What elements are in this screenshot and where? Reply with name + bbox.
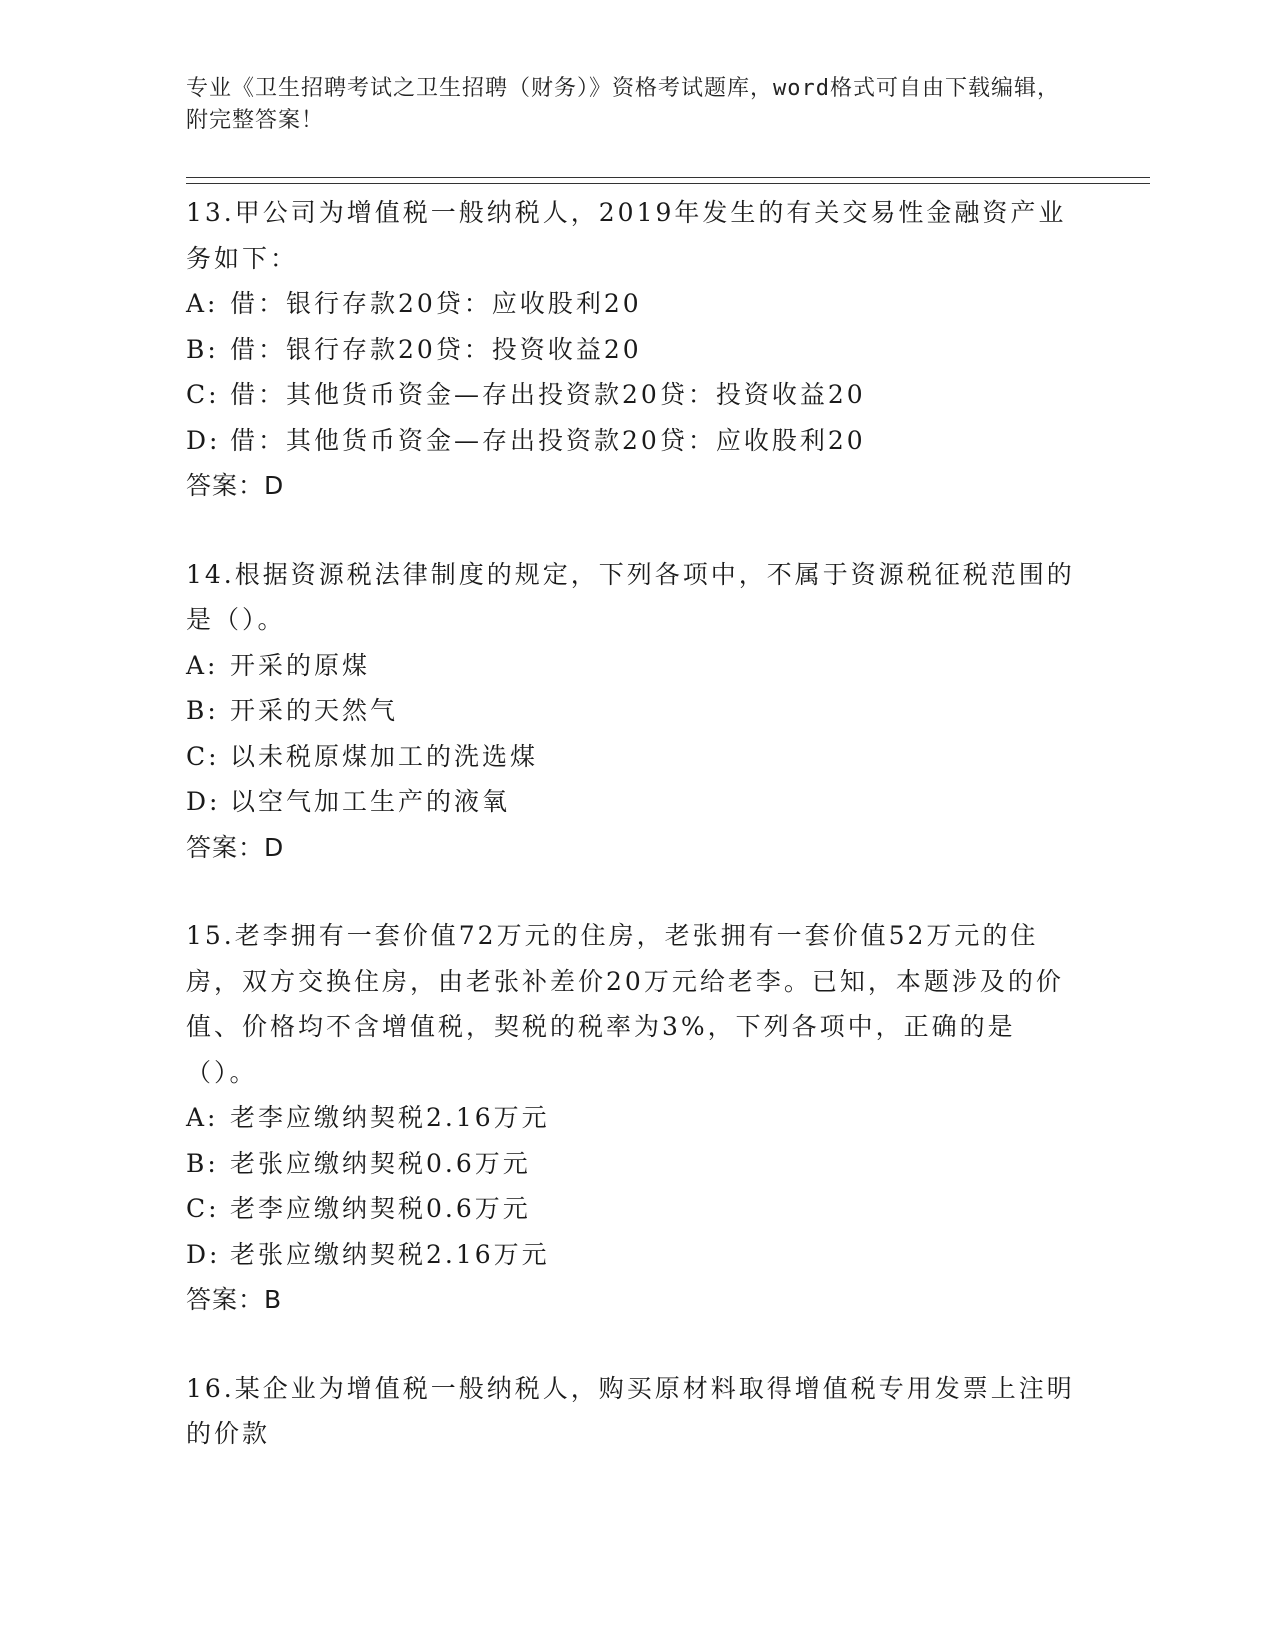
option-letter: B: [186, 696, 219, 725]
option-text: 借：银行存款20贷：投资收益20 [230, 334, 642, 364]
question-list [186, 190, 1086, 1500]
option-a [186, 281, 1086, 327]
option-d [186, 779, 1086, 825]
answer-line: 答案：B [186, 1285, 283, 1314]
question-14 [186, 552, 1086, 871]
option-text: 借：其他货币资金—存出投资款20贷：投资收益20 [230, 380, 866, 409]
option-text: 借：银行存款20贷：应收股利20 [230, 289, 642, 318]
option-text: 开采的原煤 [230, 650, 371, 680]
option-text: 以空气加工生产的液氧 [230, 787, 511, 816]
question-text: 13.甲公司为增值税一般纳税人，2019年发生的有关交易性金融资产业务如下： [186, 198, 1067, 273]
document-header: 专业《卫生招聘考试之卫生招聘（财务）》资格考试题库，word格式可自由下载编辑，附完整答案！ [186, 76, 1060, 133]
option-letter: D: [186, 1239, 221, 1269]
question-text: 16.某企业为增值税一般纳税人，购买原材料取得增值税专用发票上注明的价款 [186, 1373, 1075, 1448]
option-a [186, 1095, 1086, 1141]
question-text: 15.老李拥有一套价值72万元的住房，老张拥有一套价值52万元的住房，双方交换住房，由老张补差价20万元给老李。已知，本题涉及的价值、价格均不含增值税，契税的税率为3%，下列各项中，正确的是（）。 [186, 921, 1064, 1087]
option-letter: B: [186, 1148, 219, 1178]
option-text: 以未税原煤加工的洗选煤 [230, 741, 539, 771]
option-letter: A: [186, 1103, 219, 1132]
option-letter: D: [186, 425, 221, 455]
option-letter: A: [186, 650, 219, 680]
option-c [186, 372, 1086, 418]
option-text: 开采的天然气 [230, 696, 399, 725]
option-letter: C: [186, 1194, 220, 1223]
header-divider-bottom [186, 183, 1150, 184]
option-d [186, 1232, 1086, 1278]
option-letter: D: [186, 787, 221, 816]
question-15 [186, 913, 1086, 1323]
option-text: 老李应缴纳契税2.16万元 [230, 1103, 550, 1132]
answer-line: 答案：D [186, 832, 285, 862]
option-b [186, 688, 1086, 734]
option-text: 老李应缴纳契税0.6万元 [230, 1194, 531, 1223]
option-a [186, 643, 1086, 689]
option-text: 老张应缴纳契税0.6万元 [230, 1148, 531, 1178]
header-divider-top [186, 177, 1150, 178]
option-text: 老张应缴纳契税2.16万元 [230, 1239, 550, 1269]
option-letter: A: [186, 289, 219, 318]
question-text: 14.根据资源税法律制度的规定，下列各项中，不属于资源税征税范围的是（）。 [186, 559, 1075, 634]
option-letter: B: [186, 334, 219, 364]
option-d [186, 418, 1086, 464]
option-b [186, 327, 1086, 373]
question-13 [186, 190, 1086, 509]
option-text: 借：其他货币资金—存出投资款20贷：应收股利20 [230, 425, 866, 455]
option-letter: C: [186, 741, 220, 771]
option-letter: C: [186, 380, 220, 409]
option-c [186, 734, 1086, 780]
answer-line: 答案：D [186, 471, 285, 500]
option-b [186, 1141, 1086, 1187]
option-c [186, 1186, 1086, 1232]
question-16 [186, 1366, 1086, 1457]
